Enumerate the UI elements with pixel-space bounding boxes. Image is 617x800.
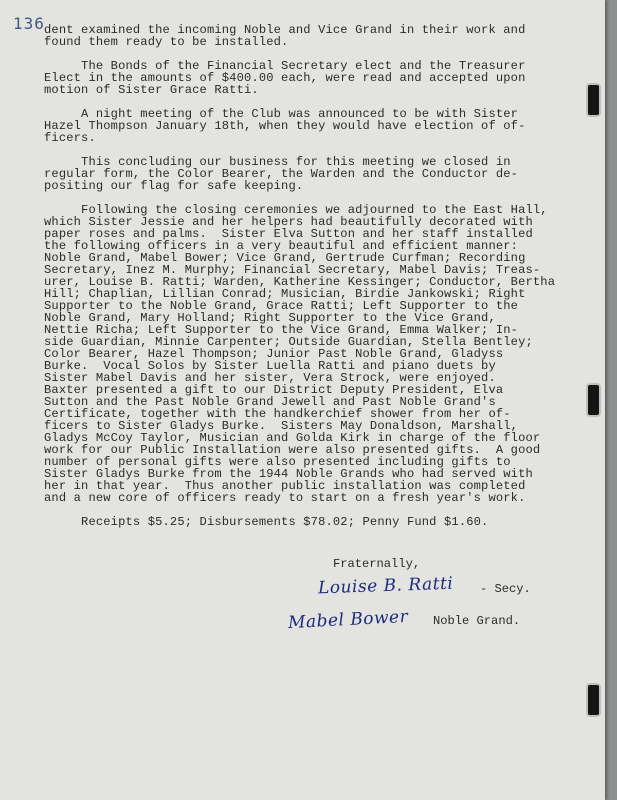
- text-line: the following officers in a very beautiful and efficient manner:: [44, 239, 519, 253]
- text-line: Burke. Vocal Solos by Sister Luella Ratti and piano duets by: [44, 359, 496, 373]
- signature-noble-grand-handwriting: Mabel Bower: [287, 606, 409, 634]
- text-line: Noble Grand, Mary Holland; Right Supporter to the Vice Grand,: [44, 311, 496, 325]
- binder-hole-top: [588, 85, 599, 115]
- text-line: and a new core of officers ready to start on a fresh year's work.: [44, 491, 526, 505]
- paragraph: [44, 60, 564, 96]
- text-line: Nettie Richa; Left Supporter to the Vice Grand, Emma Walker; In-: [44, 323, 519, 337]
- text-line: side Guardian, Minnie Carpenter; Outside Guardian, Stella Bentley;: [44, 335, 533, 349]
- text-line: Sister Mabel Davis and her sister, Vera Strock, were enjoyed.: [44, 371, 496, 385]
- text-line: Following the closing ceremonies we adjourned to the East Hall,: [44, 203, 548, 217]
- signature-secretary-handwriting: Louise B. Ratti: [317, 573, 454, 599]
- text-line: Noble Grand, Mabel Bower; Vice Grand, Gertrude Curfman; Recording: [44, 251, 526, 265]
- text-line: Baxter presented a gift to our District Deputy President, Elva: [44, 383, 504, 397]
- text-line: which Sister Jessie and her helpers had beautifully decorated with: [44, 215, 533, 229]
- paragraph: [44, 24, 564, 48]
- text-line: Hill; Chaplian, Lillian Conrad; Musician, Birdie Jankowski; Right: [44, 287, 526, 301]
- text-line: urer, Louise B. Ratti; Warden, Katherine Kessinger; Conductor, Bertha: [44, 275, 556, 289]
- text-line: The Bonds of the Financial Secretary elect and the Treasurer: [44, 59, 526, 73]
- minutes-body: [44, 24, 564, 540]
- paragraph: [44, 204, 564, 504]
- text-line: found them ready to be installed.: [44, 35, 289, 49]
- binder-hole-bottom: [588, 685, 599, 715]
- signature-noble-grand-title: Noble Grand.: [433, 614, 521, 628]
- text-line: Sister Gladys Burke from the 1944 Noble Grands who had served with: [44, 467, 533, 481]
- text-line: A night meeting of the Club was announced to be with Sister: [44, 107, 519, 121]
- text-line: paper roses and palms. Sister Elva Sutton and her staff installed: [44, 227, 533, 241]
- text-line: Hazel Thompson January 18th, when they would have election of of-: [44, 119, 526, 133]
- signature-noble-grand: [287, 606, 548, 634]
- text-line: positing our flag for safe keeping.: [44, 179, 304, 193]
- text-line: ficers to Sister Gladys Burke. Sisters May Donaldson, Marshall,: [44, 419, 519, 433]
- paragraph: [44, 156, 564, 192]
- binder-hole-middle: [588, 385, 599, 415]
- text-line: Elect in the amounts of $400.00 each, were read and accepted upon: [44, 71, 526, 85]
- signature-secretary-title: - Secy.: [480, 582, 531, 596]
- closing-salutation: Fraternally,: [333, 557, 421, 571]
- text-line: Sutton and the Past Noble Grand Jewell and Past Noble Grand's: [44, 395, 496, 409]
- paragraph: [44, 516, 564, 528]
- text-line: Gladys McCoy Taylor, Musician and Golda Kirk in charge of the floor: [44, 431, 541, 445]
- text-line: her in that year. Thus another public installation was completed: [44, 479, 526, 493]
- text-line: Certificate, together with the handkerchief shower from her of-: [44, 407, 511, 421]
- signature-secretary: [317, 573, 548, 599]
- text-line: work for our Public Installation were also presented gifts. A good: [44, 443, 541, 457]
- text-line: motion of Sister Grace Ratti.: [44, 83, 259, 97]
- page-number: 136: [13, 14, 45, 33]
- text-line: regular form, the Color Bearer, the Warden and the Conductor de-: [44, 167, 519, 181]
- text-line: Secretary, Inez M. Murphy; Financial Secretary, Mabel Davis; Treas-: [44, 263, 541, 277]
- text-line: ficers.: [44, 131, 96, 145]
- text-line: Receipts $5.25; Disbursements $78.02; Penny Fund $1.60.: [44, 515, 489, 529]
- text-line: number of personal gifts were also presented including gifts to: [44, 455, 511, 469]
- text-line: This concluding our business for this meeting we closed in: [44, 155, 511, 169]
- paragraph: [44, 108, 564, 144]
- text-line: Supporter to the Noble Grand, Grace Ratti; Left Supporter to the: [44, 299, 519, 313]
- text-line: dent examined the incoming Noble and Vice Grand in their work and: [44, 23, 526, 37]
- text-line: Color Bearer, Hazel Thompson; Junior Past Noble Grand, Gladyss: [44, 347, 504, 361]
